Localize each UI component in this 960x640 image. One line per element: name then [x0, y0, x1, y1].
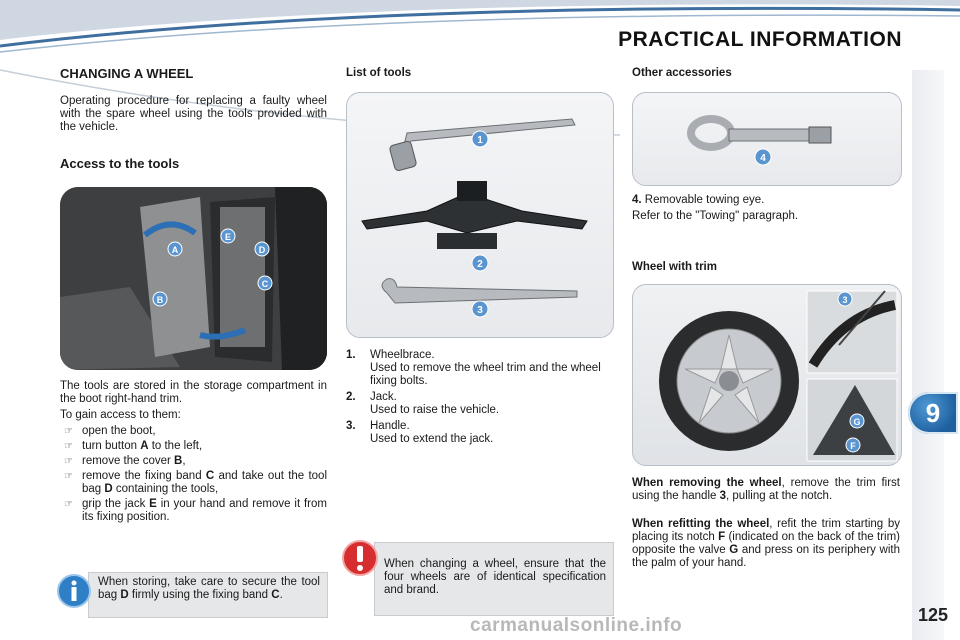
- photo-label-a: A: [171, 245, 179, 255]
- refitting-text: When refitting the wheel, refit the trim starting by placing its notch F (indicated on the back of the trim) opposite the valve G and press on its periphery with the palm of your hand.: [632, 518, 900, 569]
- access-title: Access to the tools: [60, 156, 180, 171]
- callout-3: 3: [477, 305, 483, 316]
- towing-eye-illustration: [632, 92, 902, 186]
- towing-eye-text: 4. Removable towing eye.: [632, 194, 765, 206]
- tools-title: List of tools: [346, 67, 412, 79]
- photo-label-c: C: [261, 279, 269, 289]
- list-item: ☞ grip the jack E in your hand and remove it from its fixing position.: [60, 498, 327, 524]
- watermark: carmanualsonline.info: [470, 615, 683, 636]
- accessories-title: Other accessories: [632, 67, 732, 79]
- photo-label-b: B: [156, 295, 164, 305]
- warning-icon: [341, 539, 379, 577]
- list-item: ☞ remove the cover B,: [60, 455, 327, 468]
- callout-1: 1: [477, 135, 483, 146]
- tools-illustration: [346, 92, 614, 338]
- info-note-text: When storing, take care to secure the tool bag D firmly using the fixing band C.: [98, 576, 320, 601]
- page-header-title: PRACTICAL INFORMATION: [618, 28, 902, 51]
- wheel-trim-illustration: [632, 284, 902, 466]
- storage-text: The tools are stored in the storage compartment in the boot right-hand trim.: [60, 380, 327, 405]
- photo-label-e: E: [224, 232, 232, 242]
- boot-photo: [60, 187, 327, 370]
- chapter-tab[interactable]: 9: [908, 392, 958, 434]
- info-icon: [56, 573, 92, 609]
- callout-4: 4: [760, 153, 766, 164]
- callout-3-trim: 3: [842, 295, 848, 305]
- list-item: ☞ open the boot,: [60, 425, 327, 438]
- tool-description: Used to raise the vehicle.: [370, 404, 500, 416]
- access-steps: [60, 425, 327, 524]
- callout-2: 2: [477, 259, 483, 270]
- callout-f: F: [850, 441, 856, 451]
- section-title: CHANGING A WHEEL: [60, 66, 194, 81]
- list-item: ☞ turn button A to the left,: [60, 440, 327, 453]
- list-item: 3. Handle.: [346, 420, 410, 432]
- photo-label-d: D: [258, 245, 266, 255]
- tool-list: [346, 349, 618, 449]
- tool-description: Used to extend the jack.: [370, 433, 494, 445]
- towing-ref-text: Refer to the "Towing" paragraph.: [632, 210, 799, 222]
- list-item: 1. Wheelbrace.: [346, 349, 435, 361]
- page-number: 125: [917, 605, 948, 625]
- tool-description: Used to remove the wheel trim and the wheel fixing bolts.: [370, 362, 601, 387]
- callout-g: G: [853, 417, 861, 427]
- side-strip: [912, 70, 944, 640]
- warning-note-text: When changing a wheel, ensure that the four wheels are of identical specification and brand.: [384, 558, 606, 596]
- wheel-trim-title: Wheel with trim: [632, 261, 717, 273]
- list-item: 2. Jack.: [346, 391, 397, 403]
- gain-access-text: To gain access to them:: [60, 409, 181, 421]
- list-item: ☞ remove the fixing band C and take out the tool bag D containing the tools,: [60, 470, 327, 496]
- removing-text: When removing the wheel, remove the trim first using the handle 3, pulling at the notch.: [632, 477, 900, 502]
- intro-text: Operating procedure for replacing a faulty wheel with the spare wheel using the tools provided with the vehicle.: [60, 95, 327, 133]
